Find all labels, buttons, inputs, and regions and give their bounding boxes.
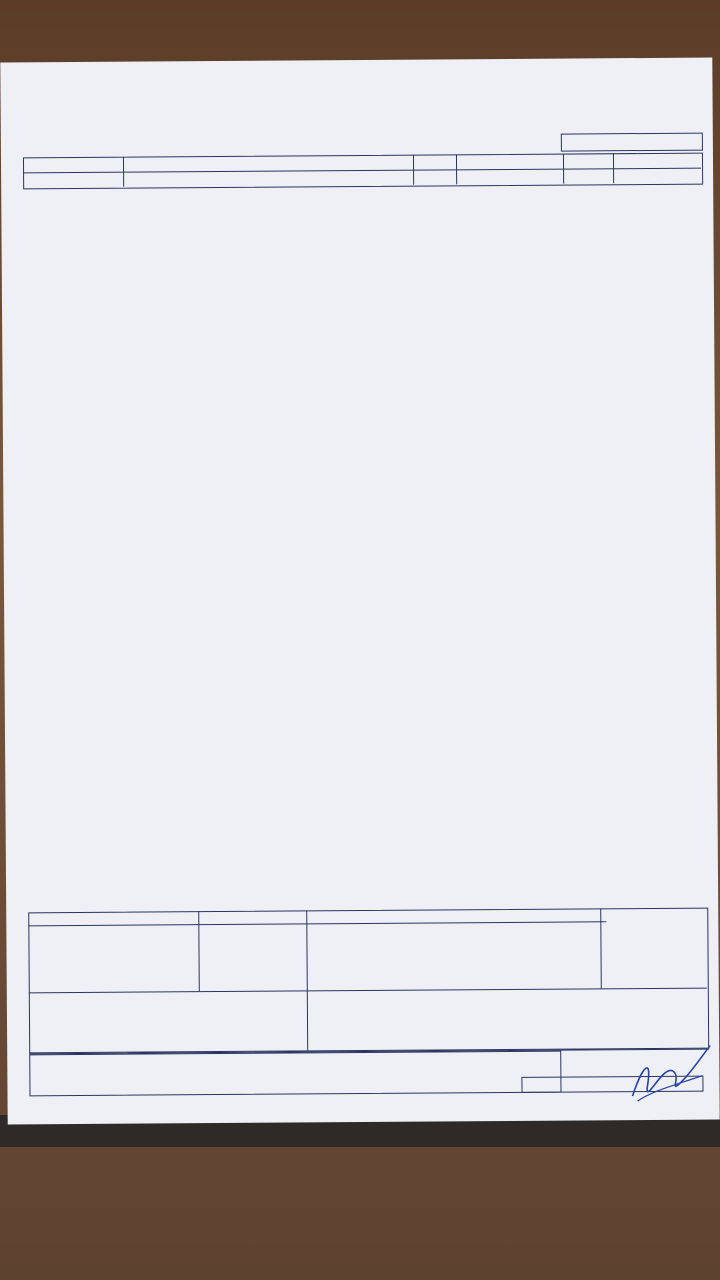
protocol-sheet	[0, 58, 719, 1125]
footer-box	[28, 908, 709, 1055]
judges-box	[29, 1051, 561, 1097]
year-box	[561, 133, 703, 152]
signature-scribble	[612, 1036, 713, 1117]
